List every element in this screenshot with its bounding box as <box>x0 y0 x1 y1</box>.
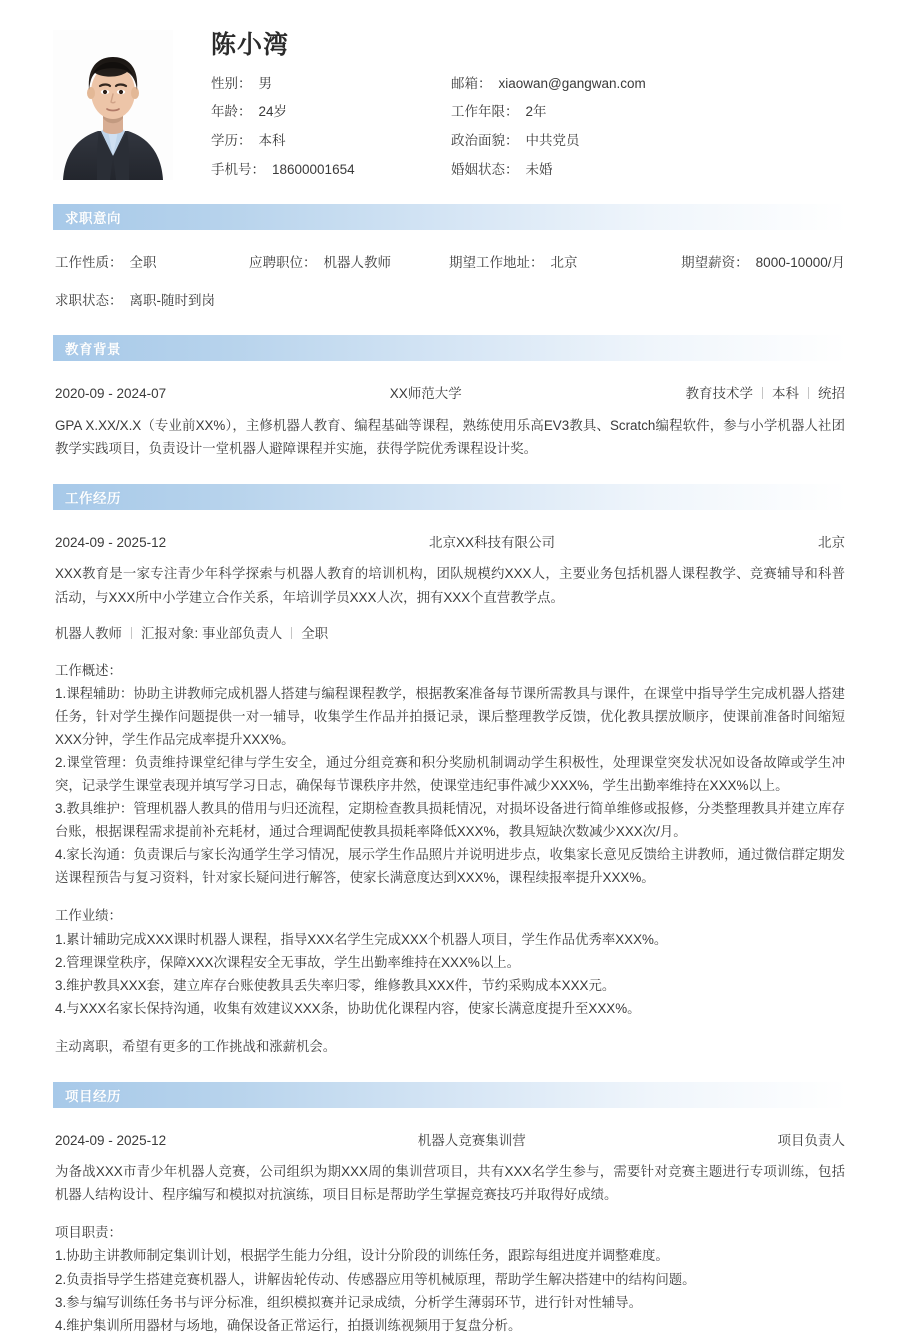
field-marital-status-label: 婚姻状态： <box>451 162 519 178</box>
field-work-years-value: 2年 <box>525 104 547 120</box>
project-name: 机器人竞赛集训营 <box>417 1132 526 1148</box>
field-email <box>451 74 847 95</box>
project-role: 项目负责人 <box>777 1132 845 1148</box>
section-body-education <box>53 383 847 460</box>
work-achievement-item: 4.与XXX名家长保持沟通，收集有效建议XXX条，协助优化课程内容，使家长满意度提升至XXX%。 <box>55 1000 641 1016</box>
divider-icon <box>131 627 132 639</box>
spacer <box>55 644 845 659</box>
profile-photo <box>53 30 173 180</box>
field-expected-salary-value: 8000-10000/月 <box>755 255 845 270</box>
field-phone <box>211 160 451 181</box>
field-age <box>211 102 451 123</box>
field-education-label: 学历： <box>211 133 252 149</box>
education-description: GPA X.XX/X.X（专业前XX%），主修机器人教育、编程基础等课程，熟练使用乐高EV3教具、Scratch编程软件，参与小学机器人社团教学实践项目，负责设计一堂机器人避障课程并实施，获得学院优秀课程设计奖。 <box>55 417 845 456</box>
project-date: 2024-09 - 2025-12 <box>55 1132 167 1148</box>
field-job-nature <box>55 252 249 274</box>
field-political-status-label: 政治面貌： <box>451 133 519 149</box>
work-role-meta <box>55 623 845 644</box>
field-marital-status <box>451 160 847 181</box>
header-info <box>173 30 847 181</box>
field-job-nature-value: 全职 <box>129 255 157 270</box>
field-gender <box>211 74 451 95</box>
field-work-years-label: 工作年限： <box>451 104 519 120</box>
field-age-label: 年龄： <box>211 104 252 120</box>
work-achievement-title: 工作业绩： <box>55 908 122 924</box>
divider-icon <box>762 387 763 399</box>
field-target-position <box>249 252 449 274</box>
work-company-intro: XXX教育是一家专注青少年科学探索与机器人教育的培训机构，团队规模约XXX人，主要业务包括机器人课程教学、竞赛辅导和科普活动，与XXX所中小学建立合作关系，年培训学员XXX人次，拥有XXX个直营教学点。 <box>55 566 845 605</box>
section-header-project <box>53 1082 847 1108</box>
section-header-education <box>53 335 847 361</box>
project-duty-title: 项目职责： <box>55 1225 122 1241</box>
field-age-value: 24岁 <box>258 104 288 120</box>
education-entry-header <box>55 383 845 405</box>
work-leave-reason: 主动离职，希望有更多的工作挑战和涨薪机会。 <box>55 1038 337 1054</box>
field-expected-salary <box>656 252 845 274</box>
job-intention-row <box>55 252 845 274</box>
project-duty-item: 1.协助主讲教师制定集训计划，根据学生能力分组，设计分阶段的训练任务，跟踪每组进度并调整难度。 <box>55 1248 669 1264</box>
field-gender-value: 男 <box>258 75 272 91</box>
field-target-position-label: 应聘职位： <box>249 255 317 270</box>
field-job-status-value: 离职-随时到岗 <box>129 292 215 308</box>
work-date: 2024-09 - 2025-12 <box>55 534 167 550</box>
field-job-nature-label: 工作性质： <box>55 255 123 270</box>
section-header-work <box>53 484 847 510</box>
work-role: 机器人教师 <box>55 625 122 641</box>
work-overview-item: 1.课程辅助：协助主讲教师完成机器人搭建与编程课程教学，根据教案准备每节课所需教具与课件，在课堂中指导学生完成机器人搭建任务，针对学生操作问题提供一对一辅导，收集学生作品并拍摄记录，课后整理教学反馈，优化教具摆放顺序，使课前准备时间缩短XXX分钟，学生作品完成率提升XXX%。 <box>55 686 845 748</box>
divider-icon <box>291 627 292 639</box>
section-title: 项目经历 <box>65 1088 121 1104</box>
work-entry-header <box>55 532 845 554</box>
spacer <box>55 889 845 904</box>
education-school: XX师范大学 <box>389 386 462 402</box>
field-gender-label: 性别： <box>211 75 252 91</box>
section-body-work <box>53 532 847 1058</box>
spacer <box>55 1206 845 1221</box>
work-location: 北京 <box>818 534 845 550</box>
work-company: 北京XX科技有限公司 <box>429 534 556 550</box>
project-duty-item: 3.参与编写训练任务书与评分标准，组织模拟赛并记录成绩，分析学生薄弱环节，进行针对性辅导。 <box>55 1294 642 1310</box>
field-education <box>211 131 451 152</box>
work-overview-item: 4.家长沟通：负责课后与家长沟通学生学习情况，展示学生作品照片并说明进步点，收集家长意见反馈给主讲教师，通过微信群定期发送课程预告与复习资料，针对家长疑问进行解答，使家长满意度达到XXX%，课程续报率提升XXX%。 <box>55 847 845 886</box>
field-target-location-value: 北京 <box>550 255 578 270</box>
work-overview-item: 3.教具维护：管理机器人教具的借用与归还流程，定期检查教具损耗情况，对损坏设备进行简单维修或报修，分类整理教具并建立库存台账，根据课程需求提前补充耗材，通过合理调配使教具损耗率降低XXX%，教具短缺次数减少XXX次/月。 <box>55 801 845 840</box>
work-overview-item: 2.课堂管理：负责维持课堂纪律与学生安全，通过分组竞赛和积分奖励机制调动学生积极性，处理课堂突发状况如设备故障或学生冲突，记录学生课堂表现并填写学习日志，确保每节课秩序井然，使课堂违纪事件减少XXX%，学生出勤率维持在XXX%以上。 <box>55 755 845 794</box>
work-overview-title: 工作概述： <box>55 663 122 678</box>
page-title: 陈小湾 <box>211 31 290 59</box>
work-nature: 全职 <box>301 625 329 641</box>
section-body-job-intention <box>53 252 847 311</box>
section-title: 教育背景 <box>65 342 121 358</box>
spacer <box>55 1020 845 1035</box>
work-achievement-item: 3.维护教具XXX套，建立库存台账使教具丢失率归零，维修教具XXX件，节约采购成本XXX元。 <box>55 977 616 993</box>
field-phone-label: 手机号： <box>211 162 265 178</box>
divider-icon <box>808 387 809 399</box>
field-expected-salary-label: 期望薪资： <box>681 255 749 270</box>
field-job-status <box>55 290 845 312</box>
section-header-job-intention <box>53 204 847 230</box>
resume-header <box>53 0 847 180</box>
education-qualifications <box>686 383 846 405</box>
project-description: 为备战XXX市青少年机器人竞赛，公司组织为期XXX周的集训营项目，共有XXX名学生参与，需要针对竞赛主题进行专项训练，包括机器人结构设计、程序编写和模拟对抗演练，项目目标是帮助学生掌握竞赛技巧并取得好成绩。 <box>55 1164 845 1203</box>
field-work-years <box>451 102 847 123</box>
work-achievement-item: 2.管理课堂秩序，保障XXX次课程安全无事故，学生出勤率维持在XXX%以上。 <box>55 954 520 970</box>
education-date: 2020-09 - 2024-07 <box>55 386 167 402</box>
field-phone-value: 18600001654 <box>272 162 355 178</box>
education-major: 教育技术学 <box>685 386 753 402</box>
section-title: 工作经历 <box>65 490 121 506</box>
field-job-status-label: 求职状态： <box>55 292 123 308</box>
project-duty-item: 2.负责指导学生搭建竞赛机器人，讲解齿轮传动、传感器应用等机械原理，帮助学生解决搭建中的结构问题。 <box>55 1271 696 1287</box>
field-target-location-label: 期望工作地址： <box>449 255 544 270</box>
education-degree: 本科 <box>772 386 799 402</box>
field-political-status <box>451 131 847 152</box>
project-entry-header <box>55 1130 845 1152</box>
section-title: 求职意向 <box>65 211 121 226</box>
field-target-location <box>449 252 656 274</box>
project-duty-item: 4.维护集训所用器材与场地，确保设备正常运行，拍摄训练视频用于复盘分析。 <box>55 1317 522 1333</box>
field-education-value: 本科 <box>258 133 286 149</box>
work-achievement-item: 1.累计辅助完成XXX课时机器人课程，指导XXX名学生完成XXX个机器人项目，学生作品优秀率XXX%。 <box>55 931 668 947</box>
field-political-status-value: 中共党员 <box>525 133 580 149</box>
field-email-label: 邮箱： <box>451 75 492 91</box>
personal-info-grid <box>211 74 847 182</box>
work-report-to: 汇报对象: 事业部负责人 <box>140 625 283 641</box>
field-email-value: xiaowan@gangwan.com <box>498 75 646 91</box>
field-target-position-value: 机器人教师 <box>323 255 391 270</box>
section-body-project <box>53 1130 847 1337</box>
field-marital-status-value: 未婚 <box>525 162 553 178</box>
education-admission: 统招 <box>818 386 845 402</box>
